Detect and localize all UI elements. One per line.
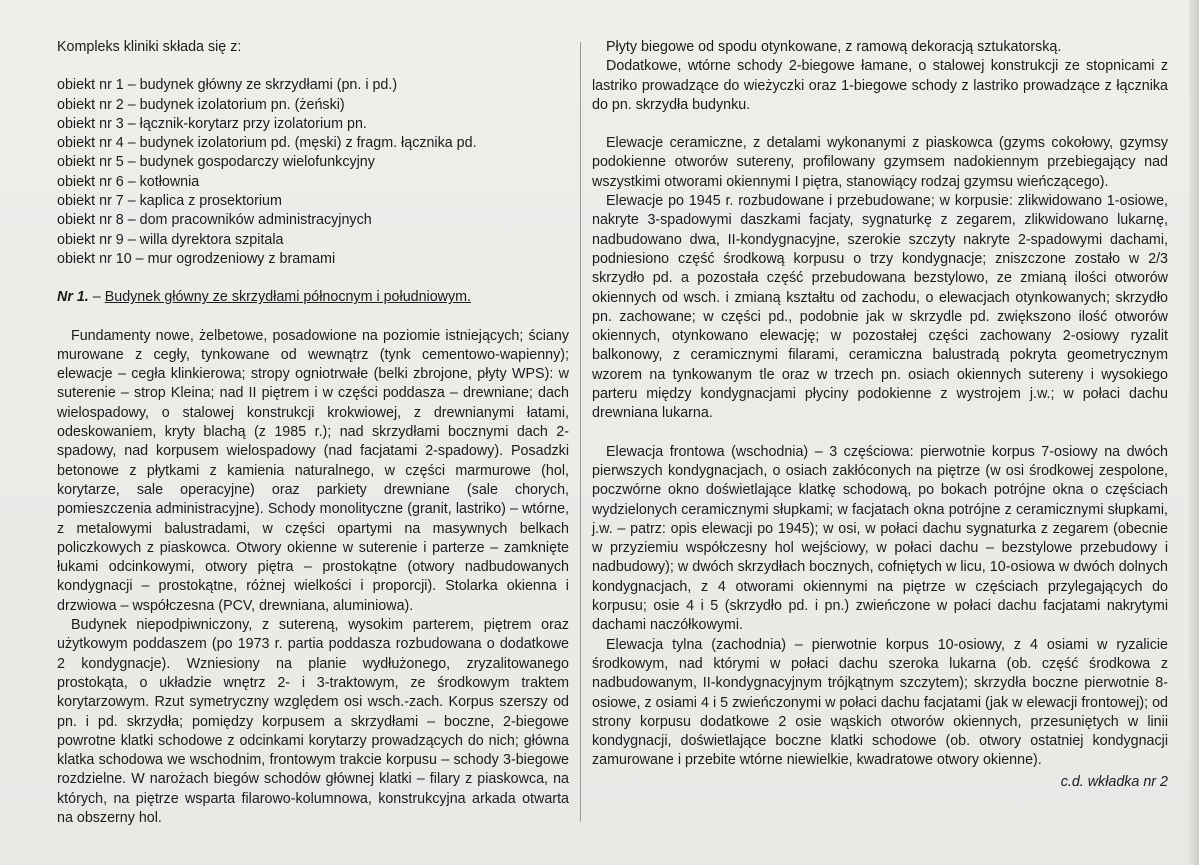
object-list-item: obiekt nr 1 – budynek główny ze skrzydłami (pn. i pd.) xyxy=(57,77,398,94)
body-paragraph: Elewacja frontowa (wschodnia) – 3 częściowa: pierwotnie korpus 7-osiowy na dwóch pierwszych kondygnacjach, o osiach zakłóconych na piętrze (w osi środkowej zespolone, poczwórne okno doświetlające klatkę schodową, po bokach potrójne okna o częściach wydzielonych ceramicznymi słupkami; w facjatach okna potrójne z ceramicznymi słupkami, j.w. – patrz: opis elewacji po 1945); w osi, w połaci dachu sygnaturka z zegarem (obecnie w przyziemiu współczesny hol wejściowy, w połaci dachu – bezstylowe przebudowy i nadbudowy); w dwóch skrzydłach bocznych, cofniętych w licu, 10-osiowa w dwóch dolnych kondygnacjach, z 4 otworami okiennymi na piętrze w częściach przylegających do korpusu; osie 4 i 5 (skrzydło pd. i pn.) zwieńczone w połaci dachu facjatami nakrytymi dachami naczółkowymi. xyxy=(592,443,1168,634)
object-list-item: obiekt nr 2 – budynek izolatorium pn. (żeński) xyxy=(57,96,345,113)
object-list-item: obiekt nr 7 – kaplica z prosektorium xyxy=(57,193,282,210)
object-list-item: obiekt nr 10 – mur ogrodzeniowy z bramami xyxy=(57,250,336,267)
body-paragraph: Elewacje po 1945 r. rozbudowane i przebudowane; w korpusie: zlikwidowano 1-osiowe, nakryte 3-spadowymi daszkami facjaty, sygnaturkę z zegarem, zlikwidowano lukarnę, nadbudowano dwa, II-kondygnacyjne, szerokie szczyty nakryte 2-spadowymi dachami, podniesiono część środkową korpusu o trzy kondygnacje; zniszczone zostało w 2/3 skrzydło pd. a pozostała część przebudowana bezstylowo, ze zmianą ilości otworów okiennych od wsch. i zmianą kształtu od zachodu, o elewacjach otynkowanych; skrzydło pn. zachowane; w części pd., podobnie jak w skrzydle pd. zwiększono ilość otworów okiennych, otynkowano elewację; w pozostałej części zachowany 2-osiowy ryzalit balkonowy, z ceramicznymi filarami, ceramiczna balustradą pokryta geometrycznym wzorem na tynkowanym tle oraz w trzech pn. osiach okiennych sutereny i wysokiego parteru między kondygnacjami płyciny podokienne z wystrojem j.w.; w połaci dachu drewniana lukarna. xyxy=(592,193,1168,422)
right-column xyxy=(592,38,1168,792)
body-paragraph: Elewacja tylna (zachodnia) – pierwotnie korpus 10-osiowy, z 4 osiami w ryzalicie środkowym, nad którymi w połaci dachu szeroka lukarna (ob. część środkowa z nadbudowanym, II-kondygnacyjnym trójkątnym szczytem); skrzydła boczne pierwotnie 8-osiowe, z osiami 4 i 5 zwieńczonymi w połaci dachu facjatami (jak w elewacji frontowej); od strony korpusu dodatkowe 2 osie wąskich otworów okiennych, przesuniętych w linii kondygnacji, doświetlające boczne klatki schodowe (ob. otwory ostatniej kondygnacji zamurowane i przebite wtórne niewielkie, kwadratowe otwory okienne). xyxy=(592,636,1168,769)
object-list xyxy=(57,76,569,269)
continuation-note: c.d. wkładka nr 2 xyxy=(1060,773,1168,790)
body-paragraph: Elewacje ceramiczne, z detalami wykonanymi z piaskowca (gzyms cokołowy, gzymsy podokienne otworów sutereny, profilowany gzymsem nadokiennym przebiegający nad wszystkimi otworami okiennymi I piętra, stanowiący rodzaj gzymsu wieńczącego). xyxy=(592,135,1168,190)
section-dash: – xyxy=(88,289,105,306)
object-list-item: obiekt nr 3 – łącznik-korytarz przy izolatorium pn. xyxy=(57,115,367,132)
body-paragraph: Budynek niepodpiwniczony, z sutereną, wysokim parterem, piętrem oraz użytkowym poddaszem (po 1973 r. partia poddasza rozbudowana o dodatkowe 2 kondygnacje). Wzniesiony na planie wydłużonego, zryzalitowanego prostokąta, o układzie wnętrz 2- i 3-traktowym, ze środkowym traktem korytarzowym. Rzut symetryczny względem osi wsch.-zach. Korpus szerszy od pn. i pd. skrzydła; pomiędzy korpusem a skrzydłami – boczne, 2-biegowe powrotne klatki schodowe z odcinkami korytarzy prowadzących do nich; główna klatka schodowa we wschodnim, frontowym trakcie korpusu – schody 3-biegowe rozdzielne. W narożach biegów schodów głównej klatki – filary z piaskowca, na których, na piętrze wsparta filarowo-kolumnowa, konstrukcyjna arkada otwarta na obszerny hol. xyxy=(57,617,569,826)
object-list-item: obiekt nr 9 – willa dyrektora szpitala xyxy=(57,231,284,248)
object-list-item: obiekt nr 8 – dom pracowników administracyjnych xyxy=(57,212,372,229)
section-heading xyxy=(57,288,569,307)
body-paragraph: Dodatkowe, wtórne schody 2-biegowe łamane, o stalowej konstrukcji ze stopnicami z lastriko prowadzące do wieżyczki oraz 1-biegowe schody z lastriko prowadzące z łącznika do pn. skrzydła budynku. xyxy=(592,58,1168,113)
body-paragraph: Płyty biegowe od spodu otynkowane, z ramową dekoracją sztukatorską. xyxy=(606,39,1062,55)
object-list-item: obiekt nr 6 – kotłownia xyxy=(57,173,200,190)
left-column xyxy=(57,38,569,828)
page-edge xyxy=(1189,0,1199,865)
body-paragraph: Fundamenty nowe, żelbetowe, posadowione na poziomie istniejących; ściany murowane z cegły, tynkowane od wewnątrz (tynk cementowo-wapienny); elewacje – cegła klinkierowa; stropy ogniotrwałe (belki zbrojone, płyty WPS): w suterenie – strop Kleina; nad II piętrem i w części poddasza – drewniane; dach wielospadowy, o stalowej konstrukcji krokwiowej, z drewnianymi łatami, odeskowaniem, kryty blachą (z 1985 r.); nad skrzydłami bocznymi dach 2-spadowy, nad korpusem wielospadowy (nad facjatami 2-spadowy). Posadzki betonowe z płytkami z kamienia naturalnego, w części marmurowe (hol, korytarze, sale operacyjne) oraz parkiety drewniane (sale chorych, pomieszczenia administracyjne). Schody monolityczne (granit, lastriko) – wtórne, z metalowymi balustradami, w części opartymi na masywnych belkach policzkowych z piaskowca. Otwory okienne w suterenie i parterze – zamknięte łukami odcinkowymi, otwory piętra – prostokątne (otwory nadbudowanych kondygnacji – prostokątne, różnej wielkości i proporcji). Stolarka okienna i drzwiowa – współczesna (PCV, drewniana, aluminiowa). xyxy=(57,327,569,614)
section-title: Budynek główny ze skrzydłami północnym i południowym. xyxy=(104,289,472,306)
column-divider xyxy=(580,42,581,822)
object-list-item: obiekt nr 4 – budynek izolatorium pd. (męski) z fragm. łącznika pd. xyxy=(57,135,477,152)
section-number: Nr 1. xyxy=(57,289,89,306)
object-list-item: obiekt nr 5 – budynek gospodarczy wielofunkcyjny xyxy=(57,154,375,171)
intro-line: Kompleks kliniki składa się z: xyxy=(57,39,242,55)
